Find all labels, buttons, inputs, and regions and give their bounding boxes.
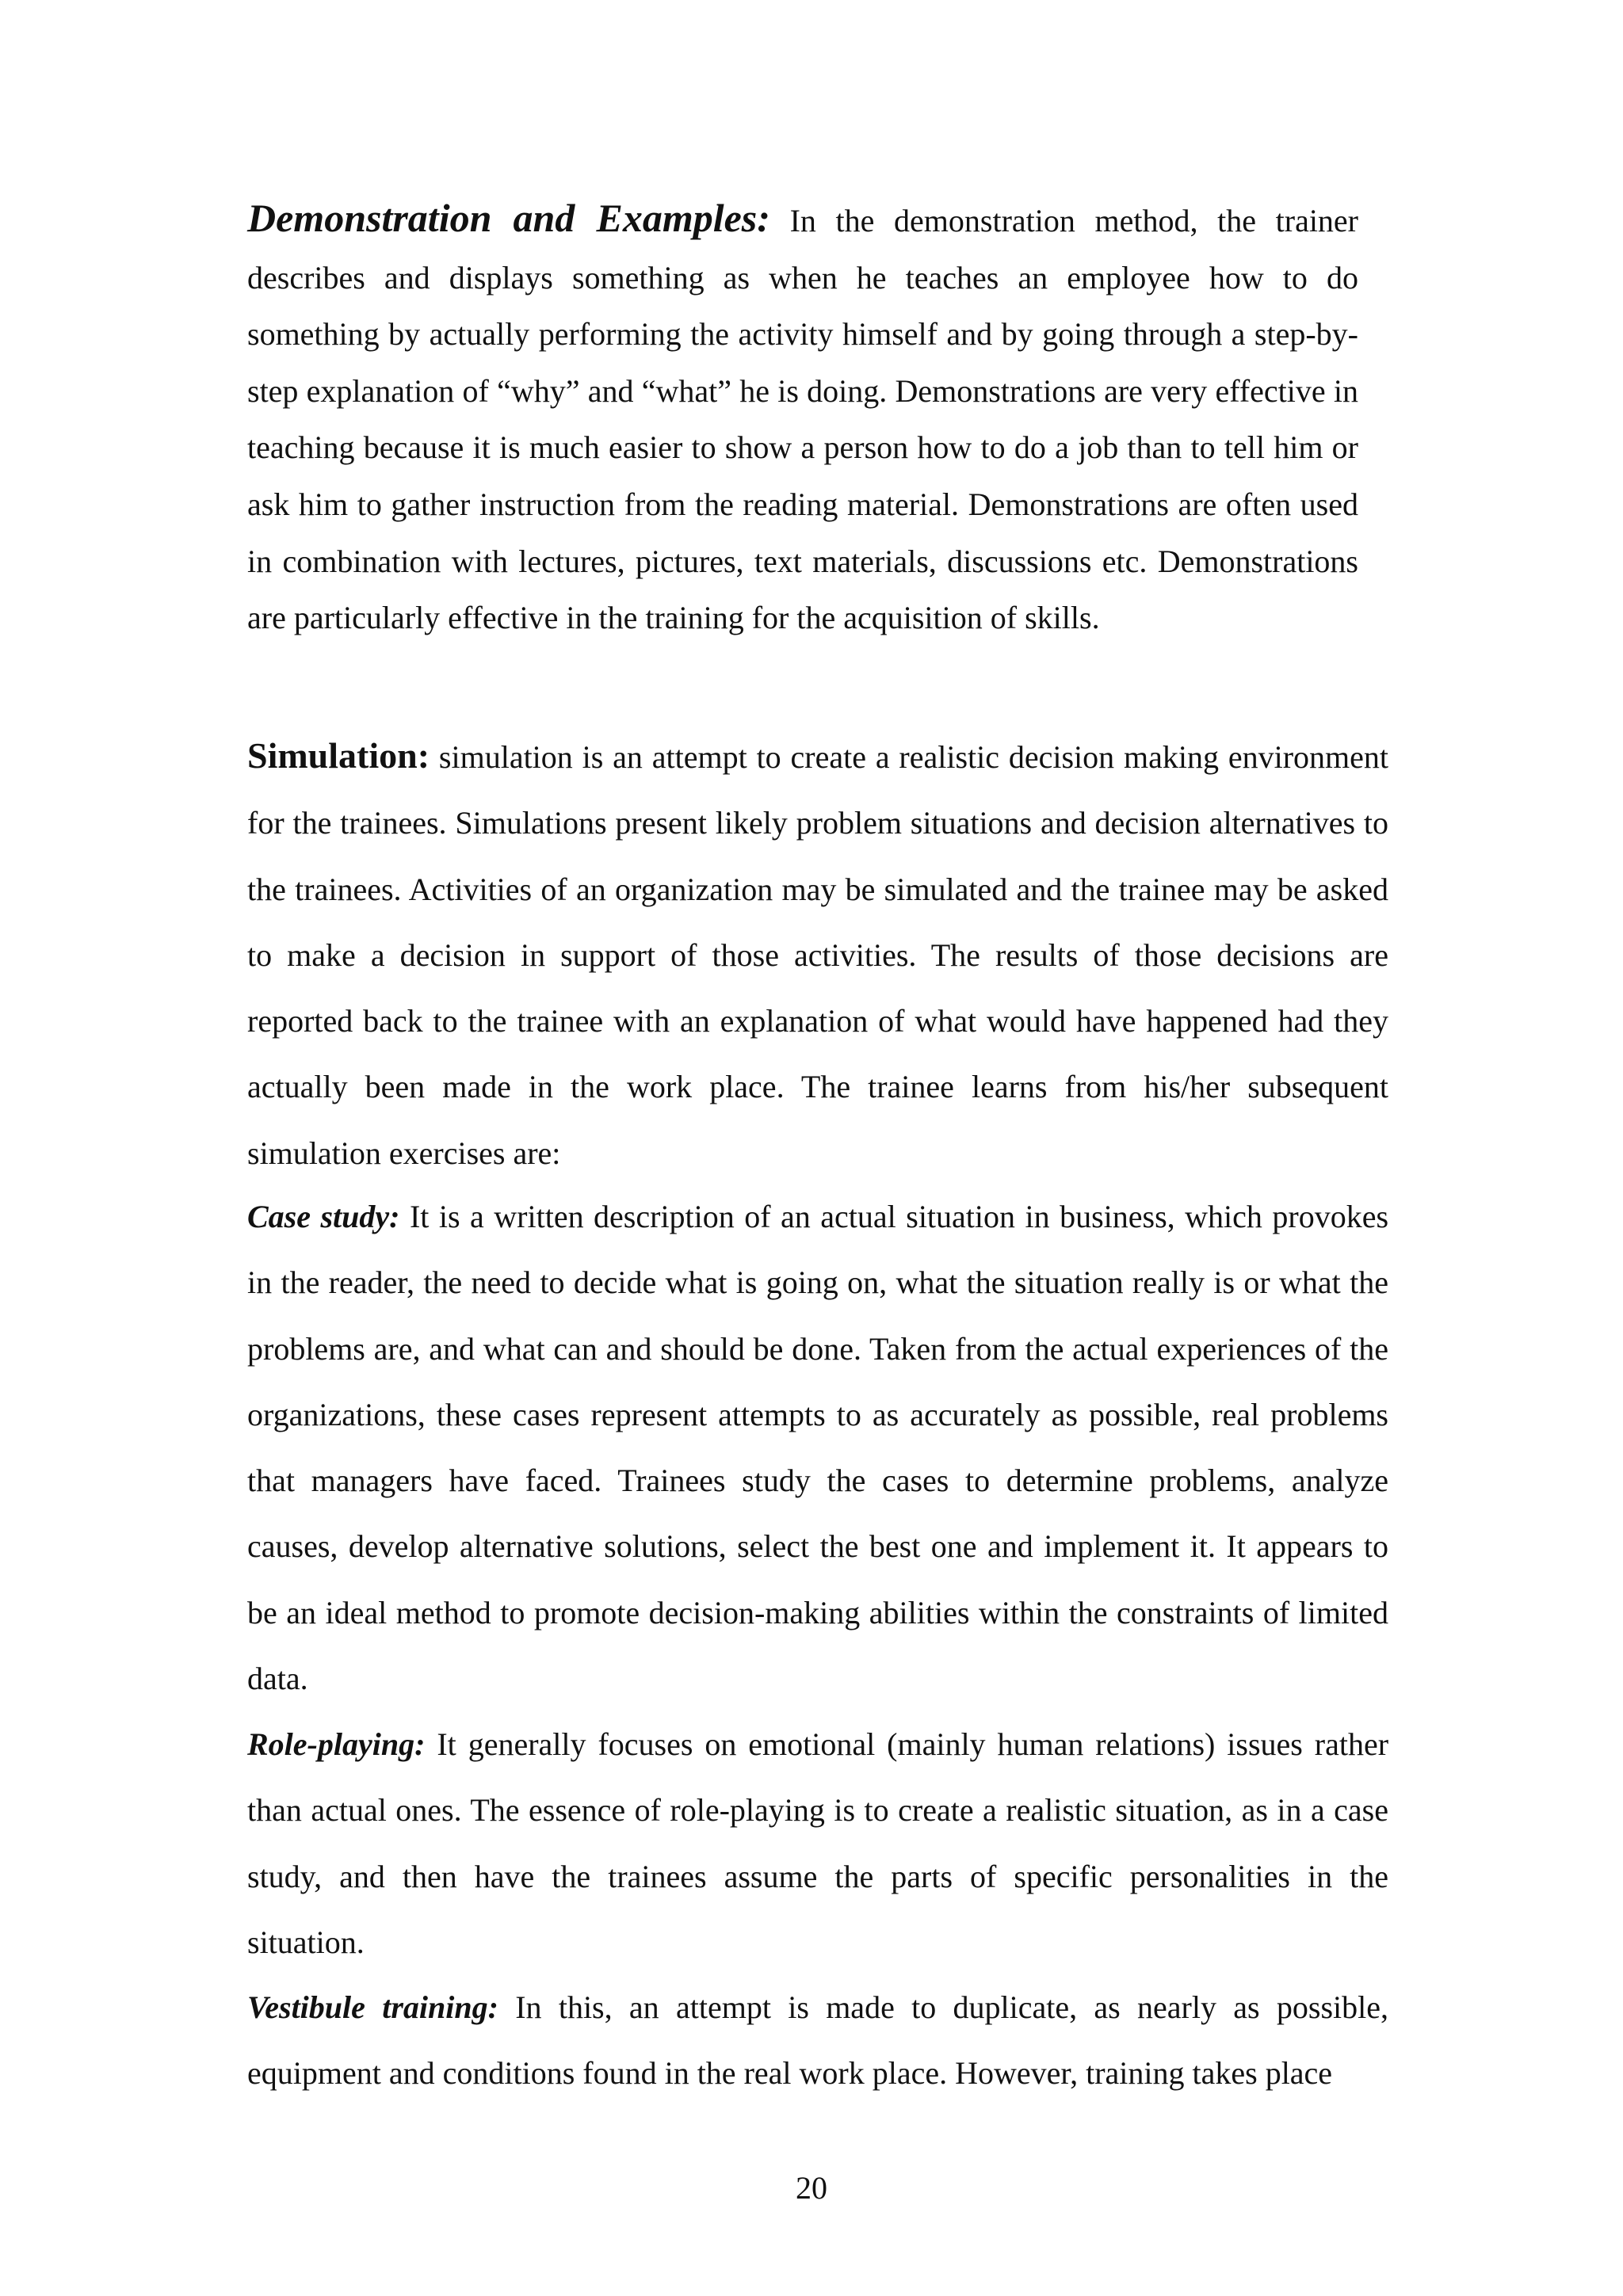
- body-simulation: simulation is an attempt to create a realistic decision making environment for the trainees. Simulations present likely problem situations and decision alternatives to the trainees. Activities of an organization may be simulated and the trainee may be asked to make a decision in support of those activities. The results of those decisions are reported back to the trainee with an explanation of what would have happened had they actually been made in the work place. The trainee learns from his/her subsequent simulation exercises are:: [247, 739, 1389, 1171]
- paragraph-simulation: [247, 723, 1388, 1186]
- heading-role-playing: Role-playing:: [247, 1726, 426, 1762]
- paragraph-case-study: [247, 1184, 1388, 1711]
- body-demonstration: In the demonstration method, the trainer describes and displays something as when he teaches an employee how to do something by actually performing the activity himself and by going through a step-by-step explanation of “why” and “what” he is doing. Demonstrations are very effective in teaching because it is much easier to show a person how to do a job than to tell him or ask him to gather instruction from the reading material. Demonstrations are often used in combination with lectures, pictures, text materials, discussions etc. Demonstrations are particularly effective in the training for the acquisition of skills.: [247, 203, 1359, 636]
- heading-simulation: Simulation:: [247, 735, 430, 776]
- heading-case-study: Case study:: [247, 1199, 400, 1234]
- paragraph-demonstration: [247, 190, 1358, 646]
- page-number: 20: [796, 2170, 827, 2206]
- body-vestibule-training: In this, an attempt is made to duplicate, as nearly as possible, equipment and conditions found in the real work place. However, training takes place: [247, 1989, 1388, 2092]
- paragraph-vestibule-training: [247, 1974, 1388, 2107]
- body-role-playing: It generally focuses on emotional (mainly human relations) issues rather than actual ones. The essence of role-playing is to create a realistic situation, as in a case study, and then have the trainees assume the parts of specific personalities in the situation.: [247, 1726, 1389, 1960]
- body-case-study: It is a written description of an actual situation in business, which provokes in the reader, the need to decide what is going on, what the situation really is or what the problems are, and what can and should be done. Taken from the actual experiences of the organizations, these cases represent attempts to as accurately as possible, real problems that managers have faced. Trainees study the cases to determine problems, analyze causes, develop alternative solutions, select the best one and implement it. It appears to be an ideal method to promote decision-making abilities within the constraints of limited data.: [247, 1199, 1389, 1697]
- heading-vestibule-training: Vestibule training:: [247, 1989, 498, 2025]
- paragraph-role-playing: [247, 1711, 1388, 1975]
- heading-demonstration: Demonstration and Examples:: [247, 196, 770, 240]
